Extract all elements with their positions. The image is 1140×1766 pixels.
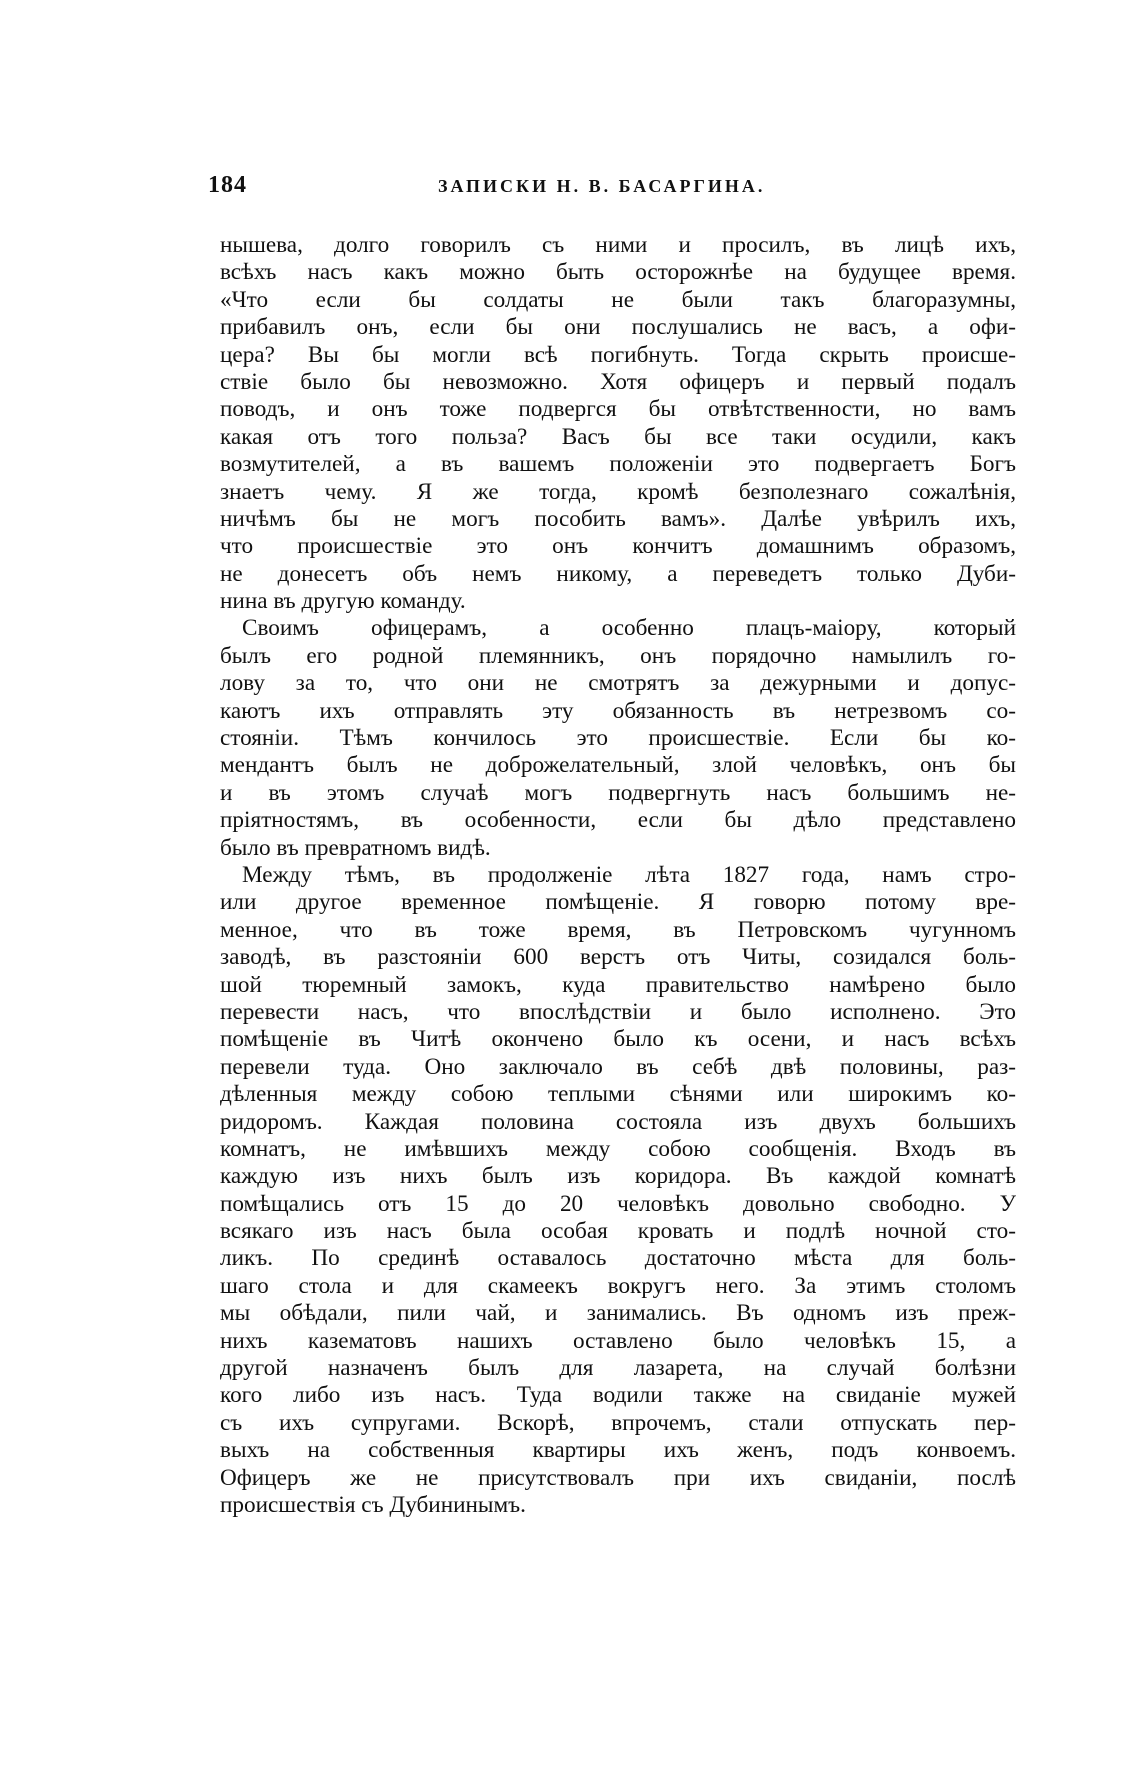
running-title: ЗАПИСКИ Н. В. БАСАРГИНА. [438, 176, 766, 196]
text-line: ствіе было бы невозможно. Хотя офицеръ и первый подалъ [220, 368, 1016, 395]
text-line: съ ихъ супругами. Вскорѣ, впрочемъ, стали отпускать пер- [220, 1409, 1016, 1436]
text-line: каждую изъ нихъ былъ изъ коридора. Въ каждой комнатѣ [220, 1163, 1016, 1190]
text-line: и въ этомъ случаѣ могъ подвергнуть насъ большимъ не- [220, 779, 1016, 806]
text-line: шаго стола и для скамеекъ вокругъ него. За этимъ столомъ [220, 1272, 1016, 1299]
text-line: ничѣмъ бы не могъ пособить вамъ». Далѣе увѣрилъ ихъ, [220, 505, 1016, 532]
text-line: лову за то, что они не смотрятъ за дежурными и допус- [220, 670, 1016, 697]
text-line: дѣленныя между собою теплыми сѣнями или широкимъ ко- [220, 1081, 1016, 1108]
text-line: мендантъ былъ не доброжелательный, злой человѣкъ, онъ бы [220, 752, 1016, 779]
text-line: заводѣ, въ разстояніи 600 верстъ отъ Читы, созидался боль- [220, 944, 1016, 971]
text-line: не донесетъ объ немъ никому, а переведетъ только Дуби- [220, 560, 1016, 587]
text-line: помѣщались отъ 15 до 20 человѣкъ довольно свободно. У [220, 1190, 1016, 1217]
text-line: кого либо изъ насъ. Туда водили также на свиданіе мужей [220, 1382, 1016, 1409]
text-line: выхъ на собственныя квартиры ихъ женъ, подъ конвоемъ. [220, 1437, 1016, 1464]
page-header [208, 172, 1000, 206]
text-line: нихъ казематовъ нашихъ оставлено было человѣкъ 15, а [220, 1327, 1016, 1354]
text-line: комнатъ, не имѣвшихъ между собою сообщенія. Входъ въ [220, 1135, 1016, 1162]
text-line: былъ его родной племянникъ, онъ порядочно намылилъ го- [220, 642, 1016, 669]
paragraph-start-line: Своимъ офицерамъ, а особенно плацъ-маіору, который [242, 615, 1016, 642]
text-line: перевести насъ, что впослѣдствіи и было исполнено. Это [220, 998, 1016, 1025]
text-line: поводъ, и онъ тоже подвергся бы отвѣтственности, но вамъ [220, 396, 1016, 423]
text-line: прибавилъ онъ, если бы они послушались не васъ, а офи- [220, 314, 1016, 341]
text-line: всякаго изъ насъ была особая кровать и подлѣ ночной сто- [220, 1218, 1016, 1245]
text-line: было въ превратномъ видѣ. [220, 834, 491, 861]
body-text [220, 232, 1016, 1519]
text-line: пріятностямъ, въ особенности, если бы дѣло представлено [220, 807, 1016, 834]
paragraph-start-line: Между тѣмъ, въ продолженіе лѣта 1827 года, намъ стро- [242, 861, 1016, 888]
text-line: знаетъ чему. Я же тогда, кромѣ безполезнаго сожалѣнія, [220, 478, 1016, 505]
text-line: мы обѣдали, пили чай, и занимались. Въ одномъ изъ преж- [220, 1300, 1016, 1327]
text-line: или другое временное помѣщеніе. Я говорю потому вре- [220, 889, 1016, 916]
text-line: нина въ другую команду. [220, 588, 466, 615]
text-line: Офицеръ же не присутствовалъ при ихъ свиданіи, послѣ [220, 1464, 1016, 1491]
text-line: помѣщеніе въ Читѣ окончено было къ осени, и насъ всѣхъ [220, 1026, 1016, 1053]
text-line: нышева, долго говорилъ съ ними и просилъ, въ лицѣ ихъ, [220, 232, 1016, 258]
text-line: менное, что въ тоже время, въ Петровскомъ чугунномъ [220, 916, 1016, 943]
text-line: каютъ ихъ отправлять эту обязанность въ нетрезвомъ со- [220, 697, 1016, 724]
text-line: что происшествіе это онъ кончитъ домашнимъ образомъ, [220, 533, 1016, 560]
text-line: ликъ. По срединѣ оставалось достаточно мѣста для боль- [220, 1245, 1016, 1272]
text-line: цера? Вы бы могли всѣ погибнуть. Тогда скрыть происше- [220, 341, 1016, 368]
text-line: всѣхъ насъ какъ можно быть осторожнѣе на будущее время. [220, 259, 1016, 286]
text-line: другой назначенъ былъ для лазарета, на случай болѣзни [220, 1355, 1016, 1382]
text-line: стояніи. Тѣмъ кончилось это происшествіе. Если бы ко- [220, 725, 1016, 752]
text-line: возмутителей, а въ вашемъ положеніи это подвергаетъ Богъ [220, 451, 1016, 478]
page-number: 184 [208, 172, 247, 198]
text-line: ридоромъ. Каждая половина состояла изъ двухъ большихъ [220, 1108, 1016, 1135]
text-line: «Что если бы солдаты не были такъ благоразумны, [220, 286, 1016, 313]
text-line: шой тюремный замокъ, куда правительство намѣрено было [220, 971, 1016, 998]
text-line: перевели туда. Оно заключало въ себѣ двѣ половины, раз- [220, 1053, 1016, 1080]
text-line: происшествія съ Дубининымъ. [220, 1491, 526, 1518]
text-line: какая отъ того польза? Васъ бы все таки осудили, какъ [220, 423, 1016, 450]
